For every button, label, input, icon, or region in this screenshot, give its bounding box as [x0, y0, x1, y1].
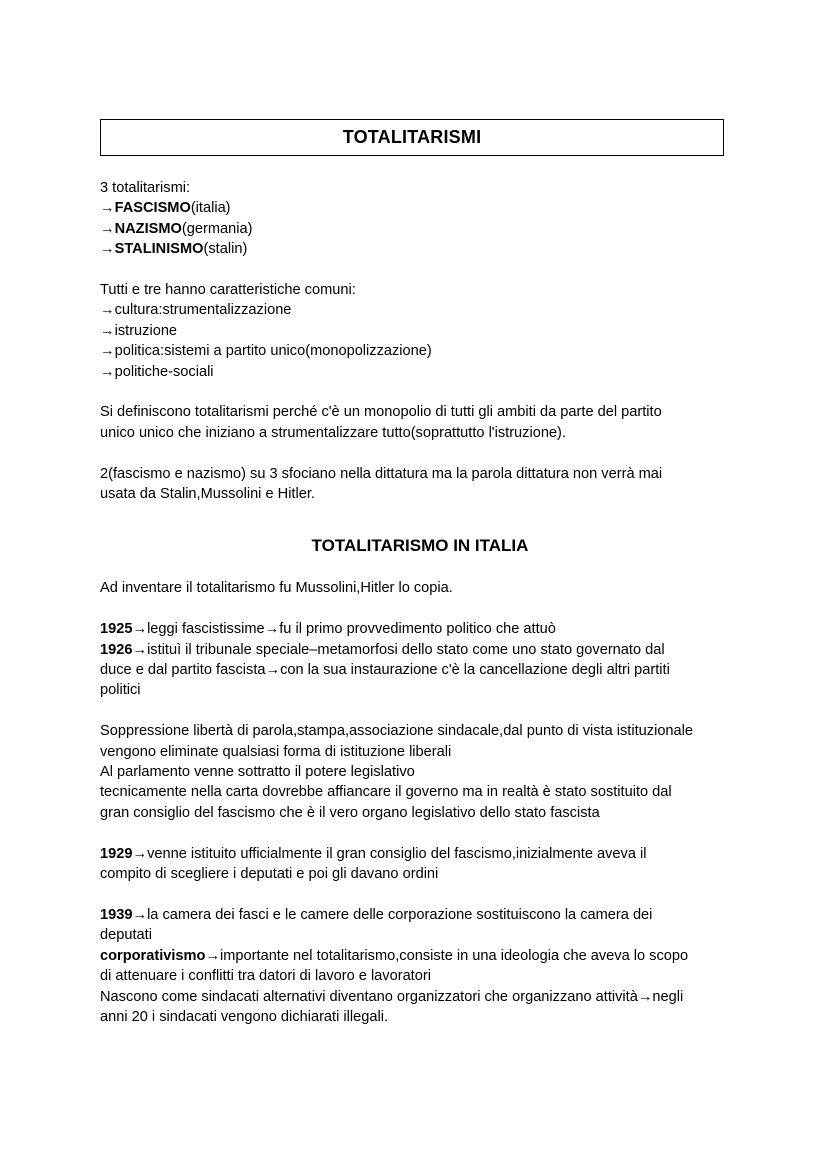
event-1926-line: politici — [100, 682, 141, 699]
event-1929: 1929→venne istituito ufficialmente il gran consiglio del fascismo,inizialmente aveva il — [100, 845, 647, 862]
corporativismo-definition: corporativismo→importante nel totalitarismo,consiste in una ideologia che aveva lo scopo — [100, 947, 689, 964]
dictatorship-line: 2(fascismo e nazismo) su 3 sfociano nella dittatura ma la parola dittatura non verrà mai — [100, 465, 663, 482]
corporativismo-line: di attenuare i conflitti tra datori di lavoro e lavoratori — [100, 968, 431, 985]
common-item: →istruzione — [100, 322, 178, 339]
dictatorship-line: usata da Stalin,Mussolini e Hitler. — [100, 486, 315, 503]
suppression-line: vengono eliminate qualsiasi forma di istituzione liberali — [100, 743, 452, 760]
common-item: →politiche-sociali — [100, 363, 214, 380]
intro-item: →FASCISMO(italia) — [100, 200, 231, 217]
event-1926: 1926→istituì il tribunale speciale–metamorfosi dello stato come uno stato governato dal — [100, 641, 665, 658]
suppression-line: Al parlamento venne sottratto il potere legislativo — [100, 764, 415, 781]
document-body — [100, 178, 740, 1027]
section-subtitle: TOTALITARISMO IN ITALIA — [311, 536, 529, 556]
suppression-line: Soppressione libertà di parola,stampa,associazione sindacale,dal punto di vista istituzionale — [100, 723, 694, 740]
event-1929-line: compito di scegliere i deputati e poi gli davano ordini — [100, 866, 439, 883]
intro-heading: 3 totalitarismi: — [100, 180, 191, 196]
event-1925: 1925→leggi fascistissime→fu il primo provvedimento politico che attuò — [100, 621, 556, 638]
suppression-line: gran consiglio del fascismo che è il vero organo legislativo dello stato fascista — [100, 804, 600, 821]
corporativismo-line: Nascono come sindacati alternativi diventano organizzatori che organizzano attività→negli — [100, 988, 684, 1005]
corporativismo-line: anni 20 i sindacati vengono dichiarati illegali. — [100, 1008, 389, 1025]
event-1939: 1939→la camera dei fasci e le camere delle corporazione sostituiscono la camera dei — [100, 906, 653, 923]
common-heading: Tutti e tre hanno caratteristiche comuni: — [100, 282, 356, 299]
page-title: TOTALITARISMI — [342, 127, 482, 147]
definition-line: Si definiscono totalitarismi perché c'è un monopolio di tutti gli ambiti da parte del partito — [100, 404, 662, 421]
intro-item: →NAZISMO(germania) — [100, 220, 253, 237]
intro-item: →STALINISMO(stalin) — [100, 241, 248, 258]
title-box — [100, 119, 724, 156]
event-1939-line: deputati — [100, 927, 152, 944]
definition-line: unico unico che iniziano a strumentalizzare tutto(soprattutto l'istruzione). — [100, 424, 566, 441]
event-1926-line: duce e dal partito fascista→con la sua instaurazione c'è la cancellazione degli altri partiti — [100, 662, 670, 679]
common-item: →politica:sistemi a partito unico(monopolizzazione) — [100, 343, 432, 360]
italy-intro: Ad inventare il totalitarismo fu Mussolini,Hitler lo copia. — [100, 580, 453, 597]
common-item: →cultura:strumentalizzazione — [100, 302, 292, 319]
suppression-line: tecnicamente nella carta dovrebbe affiancare il governo ma in realtà è stato sostituito dal — [100, 784, 672, 801]
